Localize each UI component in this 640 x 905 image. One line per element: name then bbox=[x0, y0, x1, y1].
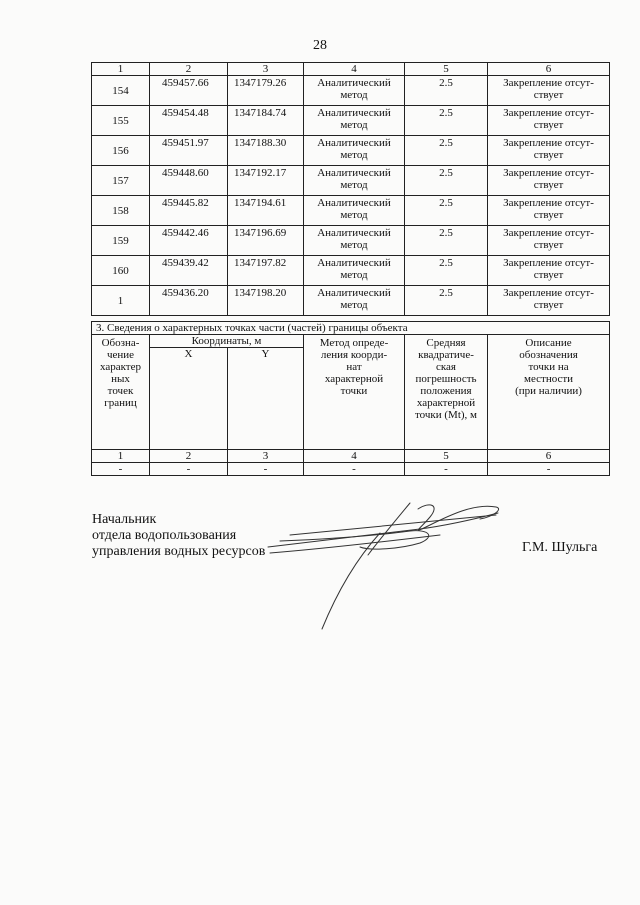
x-coordinate: 459445.82 bbox=[150, 196, 228, 226]
header-line: положения bbox=[420, 385, 472, 397]
column-number: 1 bbox=[92, 63, 150, 76]
description-cell bbox=[488, 286, 610, 316]
description-line-2: ствует bbox=[533, 299, 564, 311]
mean-error: 2.5 bbox=[405, 286, 488, 316]
y-coordinate: 1347192.17 bbox=[228, 166, 304, 196]
mean-error: 2.5 bbox=[405, 256, 488, 286]
header-y: Y bbox=[228, 348, 304, 450]
column-number: 3 bbox=[228, 450, 304, 463]
method-line-2: метод bbox=[340, 89, 368, 101]
column-number: 2 bbox=[150, 63, 228, 76]
point-number: 155 bbox=[92, 106, 150, 136]
point-number: 154 bbox=[92, 76, 150, 106]
x-coordinate: 459457.66 bbox=[150, 76, 228, 106]
description-line-2: ствует bbox=[533, 89, 564, 101]
x-coordinate: 459454.48 bbox=[150, 106, 228, 136]
description-line-1: Закрепление отсут- bbox=[503, 77, 594, 89]
header-method bbox=[304, 335, 405, 450]
method-line-2: метод bbox=[340, 209, 368, 221]
header-line: точки (Mt), м bbox=[414, 409, 477, 421]
header-line: (при наличии) bbox=[515, 385, 582, 397]
header-line: характерной bbox=[416, 397, 476, 409]
column-number: 3 bbox=[228, 63, 304, 76]
method-line-2: метод bbox=[340, 239, 368, 251]
method-cell bbox=[304, 286, 405, 316]
header-line: точек bbox=[107, 385, 134, 397]
table-row bbox=[92, 256, 610, 286]
header-line: ская bbox=[435, 361, 456, 373]
y-coordinate: 1347196.69 bbox=[228, 226, 304, 256]
description-line-1: Закрепление отсут- bbox=[503, 167, 594, 179]
page-number: 28 bbox=[313, 38, 327, 53]
description-cell bbox=[488, 76, 610, 106]
method-line-1: Аналитический bbox=[317, 107, 391, 119]
point-number: 1 bbox=[92, 286, 150, 316]
table-row bbox=[92, 76, 610, 106]
section-3-title: 3. Сведения о характерных точках части (частей) границы объекта bbox=[92, 322, 610, 335]
point-number: 159 bbox=[92, 226, 150, 256]
description-line-2: ствует bbox=[533, 239, 564, 251]
section-3-table bbox=[91, 321, 610, 476]
x-coordinate: 459436.20 bbox=[150, 286, 228, 316]
description-line-2: ствует bbox=[533, 209, 564, 221]
header-line: характерной bbox=[324, 373, 384, 385]
column-number: 6 bbox=[488, 450, 610, 463]
header-line: Описание bbox=[525, 337, 572, 349]
description-line-2: ствует bbox=[533, 119, 564, 131]
table-row bbox=[92, 196, 610, 226]
method-line-2: метод bbox=[340, 299, 368, 311]
x-coordinate: 459448.60 bbox=[150, 166, 228, 196]
column-number: 6 bbox=[488, 63, 610, 76]
method-cell bbox=[304, 226, 405, 256]
method-line-2: метод bbox=[340, 149, 368, 161]
method-cell bbox=[304, 106, 405, 136]
header-line: обозначения bbox=[519, 349, 578, 361]
mean-error: 2.5 bbox=[405, 76, 488, 106]
method-line-1: Аналитический bbox=[317, 257, 391, 269]
header-line: ления коорди- bbox=[320, 349, 388, 361]
y-coordinate: 1347198.20 bbox=[228, 286, 304, 316]
header-line: чение bbox=[106, 349, 135, 361]
description-line-2: ствует bbox=[533, 179, 564, 191]
method-line-1: Аналитический bbox=[317, 77, 391, 89]
mean-error: 2.5 bbox=[405, 106, 488, 136]
y-coordinate: 1347188.30 bbox=[228, 136, 304, 166]
table-row bbox=[92, 136, 610, 166]
signatory-name: Г.М. Шульга bbox=[522, 540, 598, 555]
method-cell bbox=[304, 196, 405, 226]
description-line-2: ствует bbox=[533, 269, 564, 281]
method-line-2: метод bbox=[340, 119, 368, 131]
header-line: нат bbox=[346, 361, 362, 373]
description-cell bbox=[488, 226, 610, 256]
method-line-2: метод bbox=[340, 179, 368, 191]
header-line: Обозна- bbox=[101, 337, 140, 349]
position-line-2: отдела водопользования bbox=[92, 528, 237, 543]
header-line: квадратиче- bbox=[418, 349, 474, 361]
header-mean-error bbox=[405, 335, 488, 450]
header-line: местности bbox=[524, 373, 574, 385]
description-line-1: Закрепление отсут- bbox=[503, 137, 594, 149]
description-line-1: Закрепление отсут- bbox=[503, 227, 594, 239]
x-coordinate: 459451.97 bbox=[150, 136, 228, 166]
description-cell bbox=[488, 106, 610, 136]
description-cell bbox=[488, 196, 610, 226]
header-line: Средняя bbox=[426, 337, 466, 349]
mean-error: 2.5 bbox=[405, 226, 488, 256]
x-coordinate: 459439.42 bbox=[150, 256, 228, 286]
y-coordinate: 1347179.26 bbox=[228, 76, 304, 106]
coordinates-table bbox=[91, 62, 610, 316]
table-row bbox=[92, 166, 610, 196]
position-line-3: управления водных ресурсов bbox=[92, 544, 266, 559]
method-line-1: Аналитический bbox=[317, 167, 391, 179]
description-line-1: Закрепление отсут- bbox=[503, 257, 594, 269]
section-3-column-numbers bbox=[92, 450, 610, 463]
point-number: 157 bbox=[92, 166, 150, 196]
header-line: погрешность bbox=[415, 373, 477, 385]
empty-cell: - bbox=[92, 463, 150, 476]
header-coordinates: Координаты, м bbox=[150, 335, 304, 348]
table-row bbox=[92, 106, 610, 136]
header-line: Метод опреде- bbox=[319, 337, 389, 349]
header-description bbox=[488, 335, 610, 450]
x-coordinate: 459442.46 bbox=[150, 226, 228, 256]
description-line-1: Закрепление отсут- bbox=[503, 287, 594, 299]
position-line-1: Начальник bbox=[92, 512, 157, 527]
header-line: ных bbox=[111, 373, 130, 385]
method-line-1: Аналитический bbox=[317, 227, 391, 239]
y-coordinate: 1347194.61 bbox=[228, 196, 304, 226]
header-point-designation bbox=[92, 335, 150, 450]
point-number: 156 bbox=[92, 136, 150, 166]
header-x: X bbox=[150, 348, 228, 450]
point-number: 158 bbox=[92, 196, 150, 226]
column-number: 4 bbox=[304, 450, 405, 463]
header-line: точки на bbox=[528, 361, 569, 373]
empty-cell: - bbox=[405, 463, 488, 476]
column-number: 5 bbox=[405, 63, 488, 76]
column-number: 4 bbox=[304, 63, 405, 76]
method-line-1: Аналитический bbox=[317, 287, 391, 299]
y-coordinate: 1347184.74 bbox=[228, 106, 304, 136]
header-line: границ bbox=[104, 397, 137, 409]
method-line-1: Аналитический bbox=[317, 137, 391, 149]
method-cell bbox=[304, 256, 405, 286]
method-cell bbox=[304, 166, 405, 196]
description-line-2: ствует bbox=[533, 149, 564, 161]
description-line-1: Закрепление отсут- bbox=[503, 107, 594, 119]
empty-cell: - bbox=[150, 463, 228, 476]
point-number: 160 bbox=[92, 256, 150, 286]
method-line-2: метод bbox=[340, 269, 368, 281]
method-line-1: Аналитический bbox=[317, 197, 391, 209]
header-line: точки bbox=[340, 385, 368, 397]
empty-cell: - bbox=[488, 463, 610, 476]
empty-cell: - bbox=[304, 463, 405, 476]
header-line: характер bbox=[99, 361, 141, 373]
description-cell bbox=[488, 136, 610, 166]
signatory-position bbox=[92, 512, 265, 560]
mean-error: 2.5 bbox=[405, 196, 488, 226]
description-cell bbox=[488, 166, 610, 196]
mean-error: 2.5 bbox=[405, 166, 488, 196]
column-numbers-row bbox=[92, 63, 610, 76]
handwritten-signature bbox=[260, 495, 520, 635]
method-cell bbox=[304, 136, 405, 166]
empty-cell: - bbox=[228, 463, 304, 476]
table-row bbox=[92, 226, 610, 256]
column-number: 2 bbox=[150, 450, 228, 463]
method-cell bbox=[304, 76, 405, 106]
y-coordinate: 1347197.82 bbox=[228, 256, 304, 286]
section-3-empty-row bbox=[92, 463, 610, 476]
table-row bbox=[92, 286, 610, 316]
column-number: 1 bbox=[92, 450, 150, 463]
description-line-1: Закрепление отсут- bbox=[503, 197, 594, 209]
description-cell bbox=[488, 256, 610, 286]
mean-error: 2.5 bbox=[405, 136, 488, 166]
column-number: 5 bbox=[405, 450, 488, 463]
